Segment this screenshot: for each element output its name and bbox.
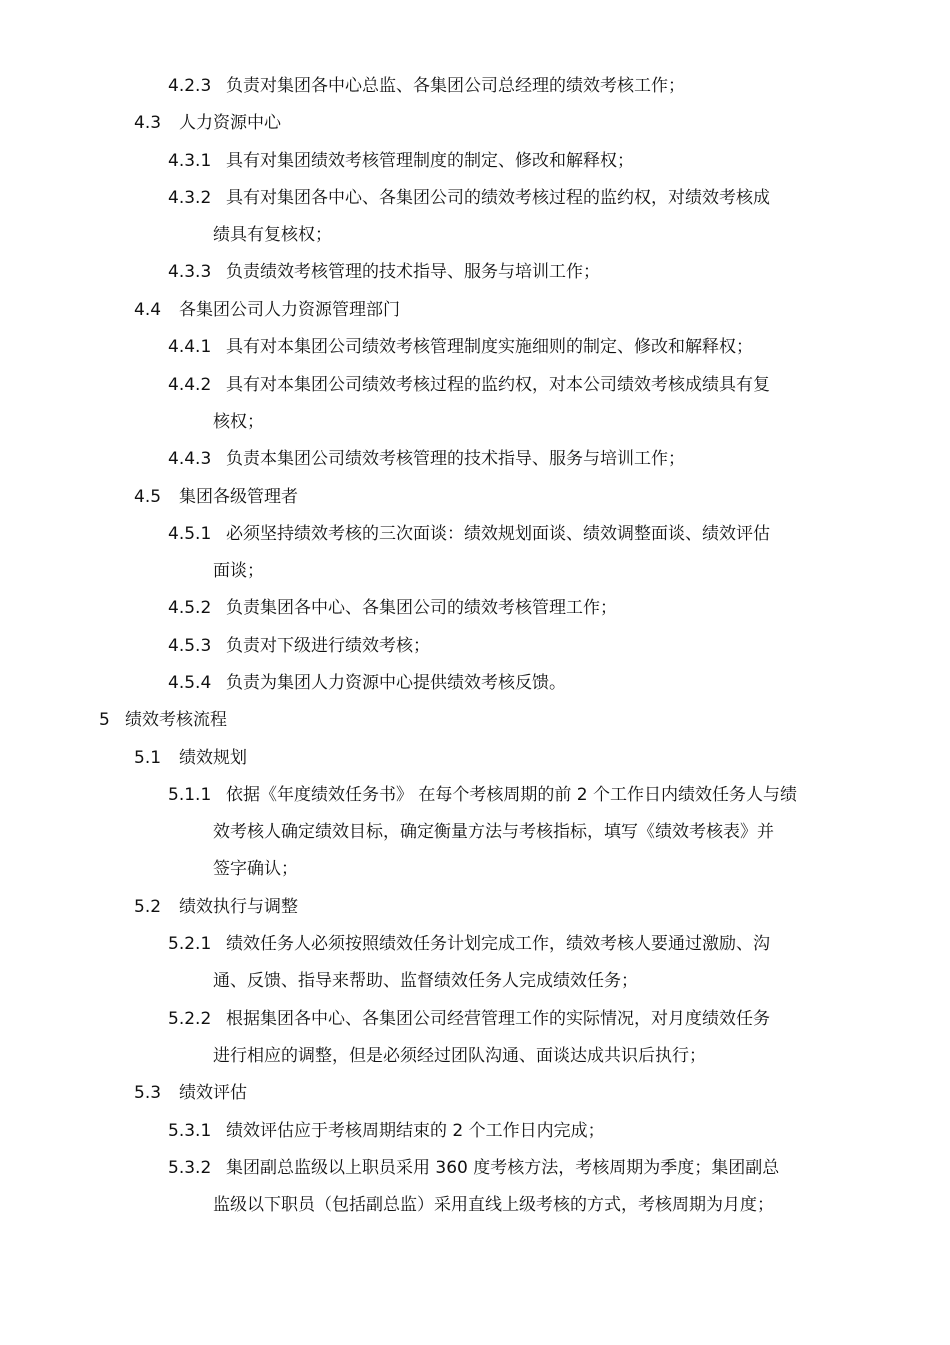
heading-text: 绩效评估 xyxy=(179,1083,247,1103)
clause-5-2-2 xyxy=(168,1011,770,1028)
clause-number: 4.3.3 xyxy=(168,262,212,282)
clause-text: 效考核人确定绩效目标，确定衡量方法与考核指标，填写《绩效考核表》并 xyxy=(213,822,774,842)
clause-continuation xyxy=(213,1197,774,1214)
heading-number: 4.4 xyxy=(134,300,162,320)
clause-4-5-1 xyxy=(168,526,770,543)
clause-text: 集团副总监级以上职员采用 360 度考核方法，考核周期为季度；集团副总 xyxy=(226,1158,780,1178)
section-number: 5 xyxy=(99,710,110,730)
clause-number: 4.5.2 xyxy=(168,598,212,618)
heading-text: 人力资源中心 xyxy=(179,113,281,133)
clause-number: 4.5.3 xyxy=(168,636,212,656)
clause-number: 4.3.1 xyxy=(168,151,212,171)
clause-number: 4.4.2 xyxy=(168,375,212,395)
clause-text: 监级以下职员（包括副总监）采用直线上级考核的方式，考核周期为月度； xyxy=(213,1195,774,1215)
clause-4-5-3 xyxy=(168,638,430,655)
clause-text: 具有对集团各中心、各集团公司的绩效考核过程的监约权，对绩效考核成 xyxy=(226,188,770,208)
clause-text: 通、反馈、指导来帮助、监督绩效任务人完成绩效任务； xyxy=(213,971,638,991)
clause-number: 4.5.4 xyxy=(168,673,212,693)
clause-5-3-1 xyxy=(168,1123,605,1140)
clause-4-5-2 xyxy=(168,600,617,617)
clause-text: 负责为集团人力资源中心提供绩效考核反馈。 xyxy=(226,673,566,693)
clause-text: 面谈； xyxy=(213,561,264,581)
heading-number: 5.3 xyxy=(134,1083,162,1103)
clause-number: 5.2.1 xyxy=(168,934,212,954)
clause-text: 绩效任务人必须按照绩效任务计划完成工作，绩效考核人要通过激励、沟 xyxy=(226,934,770,954)
heading-number: 5.1 xyxy=(134,748,162,768)
clause-text: 依据《年度绩效任务书》 在每个考核周期的前 2 个工作日内绩效任务人与绩 xyxy=(226,785,798,805)
section-title: 绩效考核流程 xyxy=(125,710,227,730)
clause-text: 负责绩效考核管理的技术指导、服务与培训工作； xyxy=(226,262,600,282)
clause-5-1-1 xyxy=(168,787,797,804)
clause-text: 根据集团各中心、各集团公司经营管理工作的实际情况，对月度绩效任务 xyxy=(226,1009,770,1029)
clause-5-3-2 xyxy=(168,1160,779,1177)
clause-text: 必须坚持绩效考核的三次面谈：绩效规划面谈、绩效调整面谈、绩效评估 xyxy=(226,524,770,544)
heading-number: 4.3 xyxy=(134,113,162,133)
clause-number: 5.3.1 xyxy=(168,1121,212,1141)
clause-text: 核权； xyxy=(213,412,264,432)
clause-text: 负责本集团公司绩效考核管理的技术指导、服务与培训工作； xyxy=(226,449,685,469)
clause-5-2-1 xyxy=(168,936,770,953)
clause-text: 绩效评估应于考核周期结束的 2 个工作日内完成； xyxy=(226,1121,605,1141)
clause-4-3-2 xyxy=(168,190,770,207)
heading-5-1 xyxy=(134,750,247,767)
clause-4-2-3 xyxy=(168,78,685,95)
clause-number: 5.2.2 xyxy=(168,1009,212,1029)
clause-4-3-3 xyxy=(168,264,600,281)
clause-text: 具有对本集团公司绩效考核管理制度实施细则的制定、修改和解释权； xyxy=(226,337,753,357)
clause-4-4-2 xyxy=(168,377,770,394)
heading-text: 各集团公司人力资源管理部门 xyxy=(179,300,400,320)
clause-number: 4.5.1 xyxy=(168,524,212,544)
clause-4-5-4 xyxy=(168,675,566,692)
clause-text: 签字确认； xyxy=(213,859,298,879)
clause-continuation xyxy=(213,414,264,431)
heading-4-5 xyxy=(134,489,298,506)
clause-continuation xyxy=(213,861,298,878)
section-5 xyxy=(99,712,227,729)
clause-text: 负责对集团各中心总监、各集团公司总经理的绩效考核工作； xyxy=(226,76,685,96)
clause-number: 4.4.3 xyxy=(168,449,212,469)
heading-4-3 xyxy=(134,115,281,132)
clause-text: 具有对本集团公司绩效考核过程的监约权，对本公司绩效考核成绩具有复 xyxy=(226,375,770,395)
heading-text: 绩效规划 xyxy=(179,748,247,768)
clause-continuation xyxy=(213,1048,706,1065)
heading-4-4 xyxy=(134,302,400,319)
clause-4-3-1 xyxy=(168,153,634,170)
clause-text: 负责集团各中心、各集团公司的绩效考核管理工作； xyxy=(226,598,617,618)
heading-5-2 xyxy=(134,899,298,916)
clause-text: 进行相应的调整，但是必须经过团队沟通、面谈达成共识后执行； xyxy=(213,1046,706,1066)
clause-continuation xyxy=(213,824,774,841)
clause-continuation xyxy=(213,973,638,990)
clause-number: 5.1.1 xyxy=(168,785,212,805)
clause-number: 4.3.2 xyxy=(168,188,212,208)
heading-text: 绩效执行与调整 xyxy=(179,897,298,917)
clause-number: 4.4.1 xyxy=(168,337,212,357)
clause-4-4-1 xyxy=(168,339,753,356)
clause-text: 负责对下级进行绩效考核； xyxy=(226,636,430,656)
clause-number: 5.3.2 xyxy=(168,1158,212,1178)
clause-continuation xyxy=(213,563,264,580)
heading-number: 5.2 xyxy=(134,897,162,917)
heading-text: 集团各级管理者 xyxy=(179,487,298,507)
heading-number: 4.5 xyxy=(134,487,162,507)
clause-text: 具有对集团绩效考核管理制度的制定、修改和解释权； xyxy=(226,151,634,171)
clause-text: 绩具有复核权； xyxy=(213,225,332,245)
clause-continuation xyxy=(213,227,332,244)
clause-4-4-3 xyxy=(168,451,685,468)
heading-5-3 xyxy=(134,1085,247,1102)
clause-number: 4.2.3 xyxy=(168,76,212,96)
